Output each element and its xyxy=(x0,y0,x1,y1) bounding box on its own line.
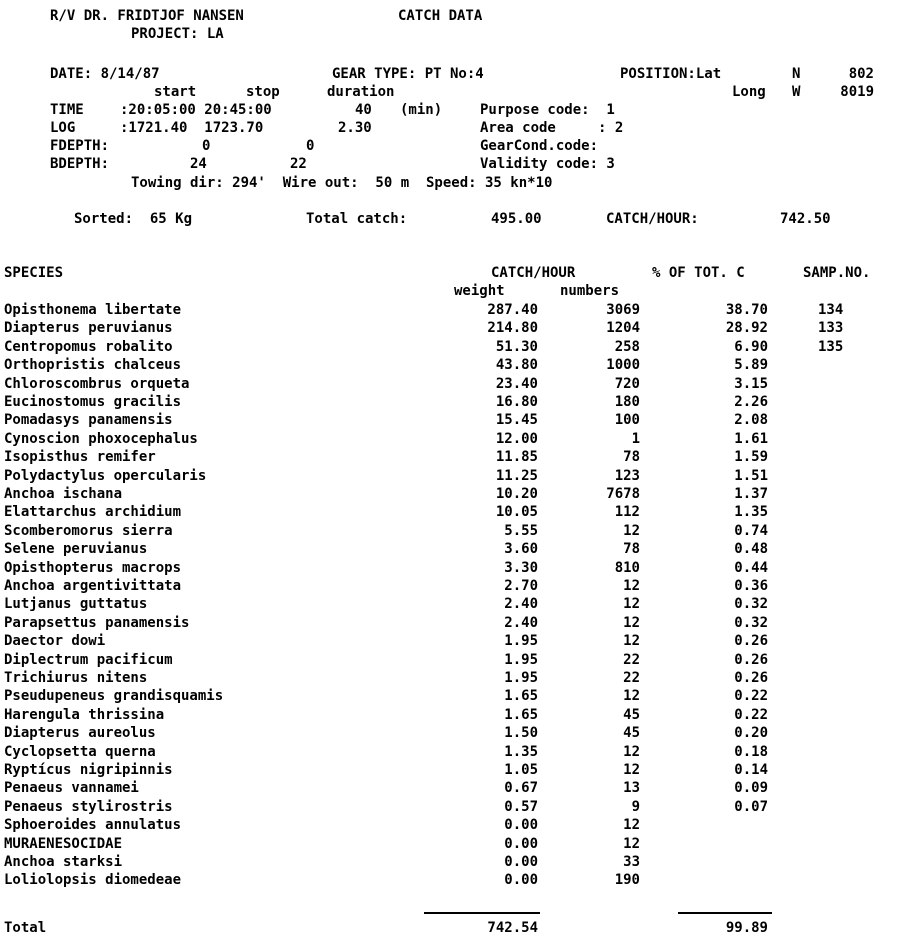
table-row xyxy=(0,872,900,890)
pct-value: 0.18 xyxy=(734,743,768,760)
table-row xyxy=(0,670,900,688)
pct-value: 0.74 xyxy=(734,522,768,539)
table-row xyxy=(0,412,900,430)
bdepth-stop: 22 xyxy=(290,156,307,172)
weight-value: 0.00 xyxy=(504,835,538,852)
species-name: Lutjanus guttatus xyxy=(4,596,148,613)
weight-value: 0.57 xyxy=(504,798,538,815)
catch-hour-label: CATCH/HOUR: xyxy=(606,211,699,227)
numbers-value: 1 xyxy=(631,430,640,447)
total-pct: 99.89 xyxy=(725,920,768,936)
species-name: Isopisthus remifer xyxy=(4,449,156,466)
numbers-value: 1000 xyxy=(606,357,640,374)
total-pct-rule xyxy=(678,912,772,914)
pct-value: 0.20 xyxy=(734,725,768,742)
numbers-value: 12 xyxy=(623,522,640,539)
table-row xyxy=(0,854,900,872)
table-row xyxy=(0,652,900,670)
total-label: Total xyxy=(4,920,47,936)
weight-value: 16.80 xyxy=(495,394,538,410)
weight-value: 43.80 xyxy=(495,357,538,374)
table-row xyxy=(0,486,900,504)
table-row xyxy=(0,780,900,798)
numbers-value: 13 xyxy=(623,780,640,797)
long-direction: W xyxy=(792,84,801,100)
pct-value: 0.26 xyxy=(734,651,768,668)
table-row xyxy=(0,596,900,614)
weight-value: 0.00 xyxy=(504,854,538,870)
pct-value: 3.15 xyxy=(734,375,768,392)
table-row xyxy=(0,560,900,578)
table-row xyxy=(0,744,900,762)
species-name: Diapterus aureolus xyxy=(4,725,156,742)
pct-value: 0.09 xyxy=(734,780,768,797)
lat-value: 802 xyxy=(848,66,874,82)
numbers-value: 22 xyxy=(623,670,640,686)
numbers-value: 78 xyxy=(623,449,640,466)
col-header-catch-hour: CATCH/HOUR xyxy=(491,265,576,281)
time-unit: (min) xyxy=(400,102,443,118)
numbers-value: 12 xyxy=(623,835,640,852)
time-values: :20:05:00 20:45:00 xyxy=(120,102,272,118)
species-name: Ryptícus nigripinnis xyxy=(4,762,173,778)
species-name: Pomadasys panamensis xyxy=(4,412,173,429)
lat-direction: N xyxy=(792,66,801,82)
sorted-weight: Sorted: 65 Kg xyxy=(74,211,193,227)
fdepth-stop: 0 xyxy=(306,138,315,154)
table-row xyxy=(0,762,900,780)
numbers-value: 112 xyxy=(614,504,640,521)
table-row xyxy=(0,468,900,486)
towing-line: Towing dir: 294' Wire out: 50 m Speed: 35 kn*10 xyxy=(131,175,553,191)
area-code: Area code : 2 xyxy=(480,120,624,136)
position-long-label: Long xyxy=(732,84,766,100)
pct-value: 6.90 xyxy=(734,338,768,355)
col-start: start xyxy=(154,84,197,100)
species-name: Penaeus vannamei xyxy=(4,780,139,797)
numbers-value: 12 xyxy=(623,633,640,650)
fdepth-start: 0 xyxy=(202,138,211,154)
weight-value: 1.50 xyxy=(504,725,538,742)
time-label: TIME xyxy=(50,102,84,118)
catch-hour-value: 742.50 xyxy=(780,211,831,227)
pct-value: 2.08 xyxy=(734,412,768,429)
subheader-numbers: numbers xyxy=(560,283,620,299)
numbers-value: 78 xyxy=(623,541,640,558)
weight-value: 15.45 xyxy=(495,412,538,429)
species-name: Harengula thrissina xyxy=(4,706,165,723)
species-name: Loliolopsis diomedeae xyxy=(4,872,182,889)
purpose-code: Purpose code: 1 xyxy=(480,102,615,118)
table-row xyxy=(0,449,900,467)
validity-code: Validity code: 3 xyxy=(480,156,615,172)
weight-value: 1.95 xyxy=(504,651,538,668)
species-name: Diapterus peruvianus xyxy=(4,320,173,337)
species-name: Anchoa starksi xyxy=(4,854,123,870)
table-row xyxy=(0,431,900,449)
project-label: PROJECT: LA xyxy=(131,26,224,42)
col-header-pct: % OF TOT. C xyxy=(652,265,745,281)
numbers-value: 22 xyxy=(623,651,640,668)
gear-type: GEAR TYPE: PT No:4 xyxy=(332,66,484,82)
total-weight-rule xyxy=(424,912,540,914)
numbers-value: 123 xyxy=(614,467,640,484)
table-row xyxy=(0,504,900,522)
numbers-value: 12 xyxy=(623,762,640,778)
numbers-value: 12 xyxy=(623,688,640,705)
numbers-value: 12 xyxy=(623,578,640,594)
weight-value: 1.65 xyxy=(504,688,538,705)
numbers-value: 9 xyxy=(631,798,640,815)
species-name: Diplectrum pacificum xyxy=(4,651,173,668)
table-row xyxy=(0,357,900,375)
pct-value: 0.48 xyxy=(734,541,768,558)
numbers-value: 12 xyxy=(623,596,640,613)
gearcond-code: GearCond.code: xyxy=(480,138,599,154)
weight-value: 1.65 xyxy=(504,706,538,723)
numbers-value: 45 xyxy=(623,725,640,742)
samp-no: 135 xyxy=(818,338,844,355)
weight-value: 11.25 xyxy=(495,467,538,484)
pct-value: 0.26 xyxy=(734,670,768,686)
pct-value: 0.07 xyxy=(734,798,768,815)
table-row xyxy=(0,799,900,817)
species-name: Selene peruvianus xyxy=(4,541,148,558)
weight-value: 23.40 xyxy=(495,375,538,392)
samp-no: 133 xyxy=(818,320,844,337)
pct-value: 1.35 xyxy=(734,504,768,521)
bdepth-start: 24 xyxy=(190,156,207,172)
fdepth-label: FDEPTH: xyxy=(50,138,110,154)
table-row xyxy=(0,523,900,541)
weight-value: 11.85 xyxy=(495,449,538,466)
table-row xyxy=(0,633,900,651)
weight-value: 3.60 xyxy=(504,541,538,558)
log-label: LOG xyxy=(50,120,76,136)
pct-value: 1.59 xyxy=(734,449,768,466)
species-name: MURAENESOCIDAE xyxy=(4,835,123,852)
col-header-species: SPECIES xyxy=(4,265,64,281)
weight-value: 1.95 xyxy=(504,633,538,650)
species-name: Cyclopsetta querna xyxy=(4,743,156,760)
table-row xyxy=(0,578,900,596)
numbers-value: 100 xyxy=(614,412,640,429)
pct-value: 0.26 xyxy=(734,633,768,650)
pct-value: 0.36 xyxy=(734,578,768,594)
species-name: Elattarchus archidium xyxy=(4,504,182,521)
pct-value: 1.61 xyxy=(734,430,768,447)
table-row xyxy=(0,376,900,394)
pct-value: 1.51 xyxy=(734,467,768,484)
table-row xyxy=(0,836,900,854)
total-catch-value: 495.00 xyxy=(491,211,542,227)
species-name: Orthopristis chalceus xyxy=(4,357,182,374)
numbers-value: 12 xyxy=(623,614,640,631)
species-name: Centropomus robalito xyxy=(4,338,173,355)
position-lat-label: POSITION:Lat xyxy=(620,66,722,82)
numbers-value: 258 xyxy=(614,338,640,355)
vessel-name: R/V DR. FRIDTJOF NANSEN xyxy=(50,8,244,24)
numbers-value: 12 xyxy=(623,817,640,834)
pct-value: 0.22 xyxy=(734,706,768,723)
table-row xyxy=(0,541,900,559)
samp-no: 134 xyxy=(818,302,844,318)
pct-value: 0.14 xyxy=(734,762,768,778)
species-name: Parapsettus panamensis xyxy=(4,614,190,631)
species-name: Anchoa argentivittata xyxy=(4,578,182,594)
bdepth-label: BDEPTH: xyxy=(50,156,110,172)
pct-value: 2.26 xyxy=(734,394,768,410)
weight-value: 1.35 xyxy=(504,743,538,760)
species-name: Scomberomorus sierra xyxy=(4,522,173,539)
numbers-value: 1204 xyxy=(606,320,640,337)
numbers-value: 7678 xyxy=(606,486,640,502)
species-name: Cynoscion phoxocephalus xyxy=(4,430,198,447)
table-row xyxy=(0,394,900,412)
numbers-value: 190 xyxy=(614,872,640,889)
subheader-weight: weight xyxy=(454,283,505,299)
pct-value: 5.89 xyxy=(734,357,768,374)
species-name: Pseudupeneus grandisquamis xyxy=(4,688,224,705)
report-title: CATCH DATA xyxy=(398,8,483,24)
numbers-value: 3069 xyxy=(606,302,640,318)
weight-value: 51.30 xyxy=(495,338,538,355)
log-values: :1721.40 1723.70 xyxy=(120,120,264,136)
numbers-value: 12 xyxy=(623,743,640,760)
species-name: Daector dowi xyxy=(4,633,106,650)
pct-value: 0.32 xyxy=(734,596,768,613)
weight-value: 2.40 xyxy=(504,614,538,631)
numbers-value: 180 xyxy=(614,394,640,410)
pct-value: 0.44 xyxy=(734,559,768,576)
numbers-value: 720 xyxy=(614,375,640,392)
weight-value: 12.00 xyxy=(495,430,538,447)
weight-value: 1.05 xyxy=(504,762,538,778)
table-row xyxy=(0,302,900,320)
total-catch-label: Total catch: xyxy=(306,211,408,227)
pct-value: 0.32 xyxy=(734,614,768,631)
weight-value: 10.20 xyxy=(495,486,538,502)
weight-value: 10.05 xyxy=(495,504,538,521)
species-name: Opisthonema libertate xyxy=(4,302,182,318)
weight-value: 0.67 xyxy=(504,780,538,797)
table-row xyxy=(0,688,900,706)
weight-value: 287.40 xyxy=(487,302,538,318)
weight-value: 2.40 xyxy=(504,596,538,613)
weight-value: 3.30 xyxy=(504,559,538,576)
log-duration: 2.30 xyxy=(338,120,372,136)
table-row xyxy=(0,817,900,835)
species-name: Penaeus stylirostris xyxy=(4,798,173,815)
table-row xyxy=(0,615,900,633)
table-row xyxy=(0,320,900,338)
col-duration: duration xyxy=(327,84,395,100)
species-name: Chloroscombrus orqueta xyxy=(4,375,190,392)
table-row xyxy=(0,707,900,725)
col-stop: stop xyxy=(246,84,280,100)
species-name: Eucinostomus gracilis xyxy=(4,394,182,410)
species-name: Trichiurus nitens xyxy=(4,670,148,686)
numbers-value: 810 xyxy=(614,559,640,576)
weight-value: 0.00 xyxy=(504,817,538,834)
weight-value: 0.00 xyxy=(504,872,538,889)
species-name: Anchoa ischana xyxy=(4,486,123,502)
species-name: Sphoeroides annulatus xyxy=(4,817,182,834)
table-row xyxy=(0,725,900,743)
pct-value: 1.37 xyxy=(734,486,768,502)
pct-value: 28.92 xyxy=(725,320,768,337)
numbers-value: 33 xyxy=(623,854,640,870)
species-name: Polydactylus opercularis xyxy=(4,467,207,484)
time-duration: 40 xyxy=(355,102,372,118)
numbers-value: 45 xyxy=(623,706,640,723)
pct-value: 38.70 xyxy=(725,302,768,318)
station-date: DATE: 8/14/87 xyxy=(50,66,160,82)
weight-value: 1.95 xyxy=(504,670,538,686)
total-weight: 742.54 xyxy=(487,920,538,936)
weight-value: 5.55 xyxy=(504,522,538,539)
weight-value: 214.80 xyxy=(487,320,538,337)
table-row xyxy=(0,339,900,357)
weight-value: 2.70 xyxy=(504,578,538,594)
species-name: Opisthopterus macrops xyxy=(4,559,182,576)
long-value: 8019 xyxy=(840,84,874,100)
col-header-samp: SAMP.NO. xyxy=(803,265,871,281)
pct-value: 0.22 xyxy=(734,688,768,705)
